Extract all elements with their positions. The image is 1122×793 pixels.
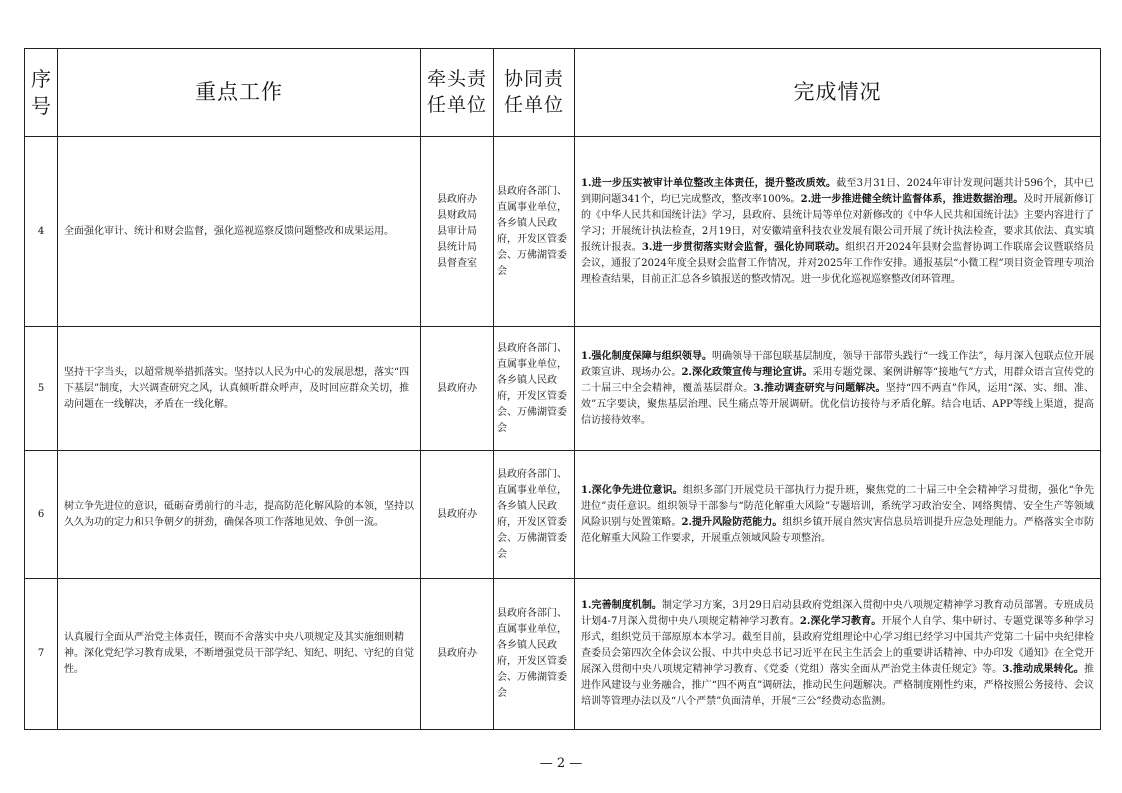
header-lead-unit: 牵头责任单位 [421, 49, 494, 137]
table-row [25, 137, 1101, 327]
row-completion-status [575, 327, 1101, 451]
row-seq: 6 [25, 451, 58, 579]
status-text: 明确领导干部包联基层制度，领导干部带头践行“一线工作法”，每月深入包联点位开展政策宣讲、现场办公。 [581, 350, 1094, 378]
status-heading: 2.提升风险防范能力。 [681, 516, 783, 528]
row-completion-status [575, 451, 1101, 579]
status-heading: 1.进一步压实被审计单位整改主体责任，提升整改质效。 [581, 177, 837, 189]
lead-unit-name: 县督查室 [437, 257, 477, 269]
row-completion-status [575, 137, 1101, 327]
row-seq: 7 [25, 579, 58, 730]
status-text: 采用专题党课、案例讲解等“接地气”方式，用群众语言宣传党的二十届三中全会精神，覆盖基层群众。 [581, 366, 1094, 394]
row-lead-unit [421, 327, 494, 451]
lead-unit-name: 县政府办 [437, 382, 477, 394]
status-text: 及时开展新修订的《中华人民共和国统计法》学习，县政府、县统计局等单位对新修改的《中华人民共和国统计法》主要内容进行了学习；开展统计执法检查，2月19日，对安徽靖童科技农业发展有限公司开展了统计执法检查，要求其依法、真实填报统计报表。 [581, 193, 1094, 253]
header-completion-status: 完成情况 [575, 49, 1101, 137]
status-heading: 1.完善制度机制。 [581, 600, 662, 611]
row-coop-unit: 县政府各部门、直属事业单位，各乡镇人民政府，开发区管委会、万佛湖管委会 [494, 451, 575, 579]
lead-unit-name: 县财政局 [437, 209, 477, 221]
lead-unit-name: 县政府办 [437, 648, 477, 659]
header-coop-unit: 协同责任单位 [494, 49, 575, 137]
status-text: 组织乡镇开展自然灾害信息员培训提升应急处理能力。严格落实全市防范化解重大风险工作要求，开展重点领域风险专项整治。 [581, 516, 1094, 544]
status-text: 开展个人自学、集中研讨、专题党课等多种学习形式，组织党员干部原原本本学习。截至目前，县政府党组理论中心学习组已经学习中国共产党第二十届中央纪律检查委员会第四次全体会议公报、中共中央总书记习近平在民主生活会上的重要讲话精神、中办印发《通知》在全党开展深入贯彻中央八项规定精神学习教育、《党委（党组）落实全面从严治党主体责任规定》等。 [581, 616, 1095, 675]
row-key-work: 认真履行全面从严治党主体责任，锲而不舍落实中央八项规定及其实施细则精神。深化党纪学习教育成果，不断增强党员干部学纪、知纪、明纪、守纪的自觉性。 [58, 579, 421, 730]
status-text: 制定学习方案，3月29日启动县政府党组深入贯彻中央八项规定精神学习教育动员部署。专班成员计划4-7月深入贯彻中央八项规定精神学习教育。 [581, 600, 1094, 627]
status-heading: 2.深化学习教育。 [799, 616, 882, 627]
page-number: — 2 — [539, 756, 583, 771]
lead-unit-name: 县政府办 [437, 508, 477, 520]
status-heading: 2.深化政策宣传与理论宣讲。 [681, 366, 813, 378]
table-row [25, 327, 1101, 451]
status-heading: 3.推动成果转化。 [1002, 664, 1084, 675]
status-heading: 2.进一步推进健全统计监督体系，推进数据治理。 [800, 193, 1024, 205]
status-text: 推进作风建设与业务融合，推广“四不两直”调研法，推动民生问题解决。严格制度刚性约束，严格按照公务接待、会议培训等管理办法以及“八个严禁”负面清单，开展“三公”经费动态监测。 [581, 664, 1094, 707]
row-key-work: 树立争先进位的意识，砥砺奋勇前行的斗志，提高防范化解风险的本领，坚持以久久为功的定力和只争朝夕的拼劲，确保各项工作落地见效、争创一流。 [58, 451, 421, 579]
status-heading: 3.推动调查研究与问题解决。 [753, 382, 886, 394]
row-seq: 5 [25, 327, 58, 451]
lead-unit-name: 县审计局 [437, 225, 477, 237]
row-coop-unit: 县政府各部门、直属事业单位，各乡镇人民政府，开发区管委会、万佛湖管委会 [494, 327, 575, 451]
status-text: 截至3月31日、2024年审计发现问题共计596个，其中已到期问题341个，均已完成整改，整改率100%。 [581, 177, 1094, 205]
row-key-work: 全面强化审计、统计和财会监督，强化巡视巡察反馈问题整改和成果运用。 [58, 137, 421, 327]
status-heading: 1.深化争先进位意识。 [581, 484, 683, 496]
lead-unit-name: 县政府办 [437, 193, 477, 205]
row-lead-unit [421, 137, 494, 327]
header-seq: 序号 [25, 49, 58, 137]
row-completion-status [575, 579, 1101, 730]
row-coop-unit: 县政府各部门、直属事业单位，各乡镇人民政府，开发区管委会、万佛湖管委会 [494, 137, 575, 327]
work-progress-table [24, 48, 1101, 730]
header-key-work: 重点工作 [58, 49, 421, 137]
lead-unit-name: 县统计局 [437, 241, 477, 253]
table-header-row [25, 49, 1101, 137]
table-row [25, 579, 1101, 730]
status-text: 坚持“四不两直”作风，运用“深、实、细、准、效”五字要诀，聚焦基层治理、民生痛点等开展调研。优化信访接待与矛盾化解。结合电话、APP等线上渠道，提高信访接待效率。 [581, 382, 1094, 426]
status-text: 组织召开2024年县财会监督协调工作联席会议暨联络员会议，通报了2024年度全县财会监督工作情况，并对2025年工作作安排。通报基层“小微工程”项目资金管理专项治理检查结果，目前正汇总各乡镇报送的整改情况。进一步优化巡视巡察整改闭环管理。 [581, 241, 1094, 285]
status-text: 组织多部门开展党员干部执行力提升班，聚焦党的二十届三中全会精神学习贯彻，强化“争先进位”责任意识。组织领导干部参与“防范化解重大风险”专题培训，系统学习政治安全、网络舆情、安全生产等领域风险识别与处置策略。 [581, 484, 1094, 528]
status-heading: 3.进一步贯彻落实财会监督，强化协同联动。 [641, 241, 846, 253]
work-progress-sheet [24, 48, 1100, 730]
row-key-work: 坚持干字当头，以超常规举措抓落实。坚持以人民为中心的发展思想，落实“四下基层”制度，大兴调查研究之风，认真倾听群众呼声，及时回应群众关切，推动问题在一线解决，矛盾在一线化解。 [58, 327, 421, 451]
row-coop-unit: 县政府各部门、直属事业单位，各乡镇人民政府，开发区管委会、万佛湖管委会 [494, 579, 575, 730]
row-lead-unit [421, 451, 494, 579]
row-seq: 4 [25, 137, 58, 327]
table-row [25, 451, 1101, 579]
status-heading: 1.强化制度保障与组织领导。 [581, 350, 713, 362]
row-lead-unit [421, 579, 494, 730]
